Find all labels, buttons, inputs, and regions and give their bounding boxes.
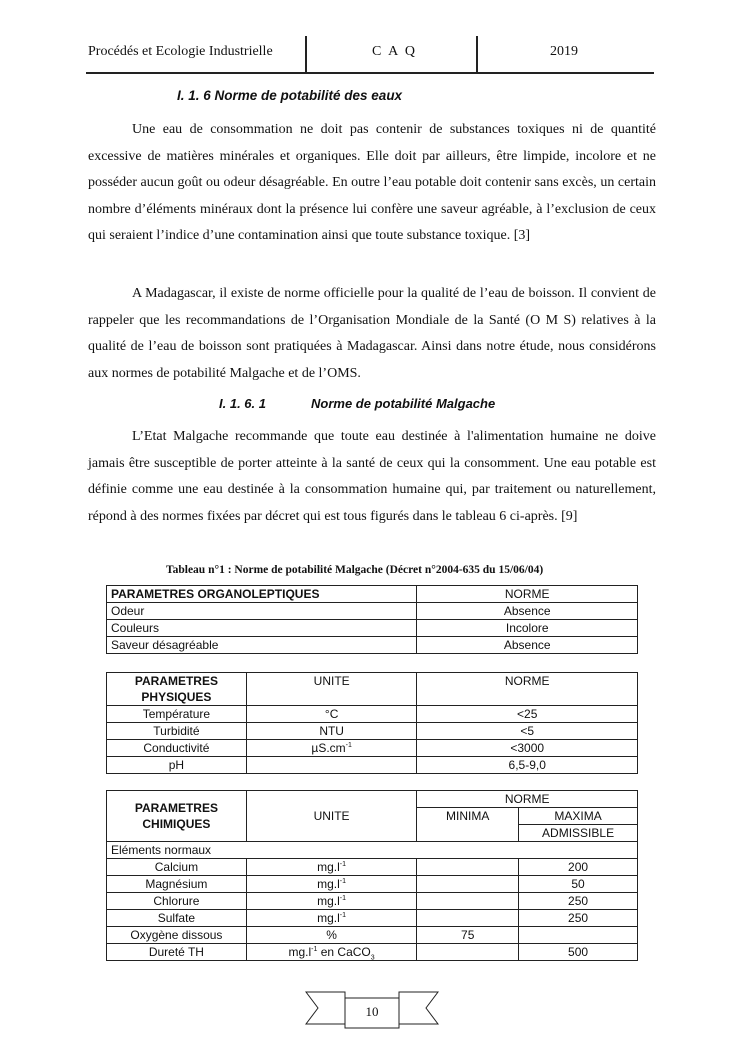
page-header	[86, 36, 654, 74]
table-cell: NTU	[246, 723, 417, 740]
table-cell	[246, 944, 417, 961]
table-header-cell: NORME	[417, 586, 638, 603]
table-group-row	[107, 842, 638, 859]
table-header-cell: NORME	[417, 673, 638, 706]
table-cell: Saveur désagréable	[107, 637, 417, 654]
table-row	[107, 944, 638, 961]
header-year: 2019	[550, 44, 578, 59]
table-cell: <25	[417, 706, 638, 723]
table-row	[107, 910, 638, 927]
table-cell: 6,5-9,0	[417, 757, 638, 774]
table-header-cell: UNITE	[246, 791, 417, 842]
table-cell: 50	[519, 876, 638, 893]
table-cell: 500	[519, 944, 638, 961]
table-cell: <5	[417, 723, 638, 740]
table-group-label: Eléments normaux	[107, 842, 638, 859]
table-row	[107, 723, 638, 740]
paragraph-text: Une eau de consommation ne doit pas contenir de substances toxiques ni de quantité excessive de matières minérales et organiques. Elle doit par ailleurs, être limpide, incolore et ne posséder aucun goût ou odeur désagréable. En outre l’eau potable doit contenir sans excès, un certain nombre d’éléments minéraux dont la présence lui confère une saveur agréable, à l’exclusion de ceux qui seraient l’indice d’une contamination ainsi que toute substance toxique. [3]	[88, 122, 656, 243]
table-cell: Oxygène dissous	[107, 927, 247, 944]
section-title: I. 1. 6 Norme de potabilité des eaux	[177, 88, 403, 103]
header-course-title: Procédés et Ecologie Industrielle	[88, 44, 273, 59]
table-cell: Conductivité	[107, 740, 247, 757]
param-header-label: PARAMETRES CHIMIQUES	[134, 801, 218, 831]
table-row	[107, 706, 638, 723]
header-divider	[476, 36, 478, 72]
page-number-ribbon	[305, 990, 439, 1030]
table-cell: 250	[519, 910, 638, 927]
table-cell: Odeur	[107, 603, 417, 620]
table-header-cell: PARAMETRES ORGANOLEPTIQUES	[107, 586, 417, 603]
header-divider	[305, 36, 307, 72]
unit-exponent: -1	[339, 861, 347, 868]
table-cell	[246, 910, 417, 927]
table-cell	[417, 893, 519, 910]
table-header-row	[107, 673, 638, 706]
table-header-cell: UNITE	[246, 673, 417, 706]
table-row	[107, 859, 638, 876]
subsection-number: I. 1. 6. 1	[219, 396, 266, 411]
table-row	[107, 757, 638, 774]
table-cell	[417, 876, 519, 893]
unit-suffix: en CaCO	[317, 945, 371, 959]
unit-text: mg.l	[288, 945, 312, 959]
table-header-row	[107, 791, 638, 808]
unit-text: mg.l	[317, 894, 340, 908]
table-caption: Tableau n°1 : Norme de potabilité Malgache (Décret n°2004-635 du 15/06/04)	[166, 564, 544, 576]
table-cell: Absence	[417, 603, 638, 620]
unit-text: mg.l	[317, 860, 340, 874]
table-row	[107, 927, 638, 944]
table-cell	[246, 740, 417, 757]
table-cell: Sulfate	[107, 910, 247, 927]
table-cell	[417, 944, 519, 961]
subsection-label: Norme de potabilité Malgache	[311, 396, 496, 411]
subsection-title	[219, 396, 495, 411]
table-header-cell: NORME	[417, 791, 638, 808]
table-header-cell: PARAMETRES PHYSIQUES	[107, 673, 247, 706]
unit-exponent: -1	[339, 912, 347, 919]
header-rule	[86, 72, 654, 74]
unit-exponent: -1	[339, 878, 347, 885]
table-header-row	[107, 586, 638, 603]
unit-text: mg.l	[317, 877, 340, 891]
unit-exponent: -1	[345, 742, 352, 749]
table-cell: %	[246, 927, 417, 944]
table-row	[107, 637, 638, 654]
paragraph-intro	[88, 117, 656, 250]
table-organoleptic	[106, 585, 638, 654]
unit-exponent: -1	[311, 946, 318, 953]
table-cell: 75	[417, 927, 519, 944]
table-physical	[106, 672, 638, 774]
table-cell	[246, 859, 417, 876]
table-row	[107, 876, 638, 893]
table-cell	[417, 859, 519, 876]
table-chemical	[106, 790, 638, 961]
table-header-cell: ADMISSIBLE	[519, 825, 638, 842]
table-cell: Turbidité	[107, 723, 247, 740]
table-row	[107, 740, 638, 757]
unit-text: µS.cm	[311, 741, 346, 755]
table-cell: pH	[107, 757, 247, 774]
table-cell: Calcium	[107, 859, 247, 876]
table-header-cell: MINIMA	[417, 808, 519, 842]
unit-subscript: 3	[370, 954, 375, 962]
table-cell: Couleurs	[107, 620, 417, 637]
table-cell: Température	[107, 706, 247, 723]
table-cell: <3000	[417, 740, 638, 757]
paragraph-text: A Madagascar, il existe de norme officielle pour la qualité de l’eau de boisson. Il convient de rappeler que les recommandations de l’Organisation Mondiale de la Santé (O M S) relatives à la qualité de l’eau de boisson sont pratiquées à Madagascar. Ainsi dans notre étude, nous considérons aux normes de potabilité Malgache et de l’OMS.	[88, 286, 656, 381]
table-cell: Magnésium	[107, 876, 247, 893]
paragraph-text: L’Etat Malgache recommande que toute eau destinée à l'alimentation humaine ne doive jamais être susceptible de porter atteinte à la santé de ceux qui la consomment. Une eau potable est définie comme une eau destinée à la consommation humaine qui, par traitement ou naturellement, répond à des normes fixées par décret qui est tous figurés dans le tableau 6 ci-après. [9]	[88, 429, 656, 524]
table-header-cell: MAXIMA	[519, 808, 638, 825]
table-cell: Absence	[417, 637, 638, 654]
table-row	[107, 603, 638, 620]
table-header-cell	[107, 791, 247, 842]
table-cell: Chlorure	[107, 893, 247, 910]
table-cell: 250	[519, 893, 638, 910]
table-cell: Dureté TH	[107, 944, 247, 961]
header-center-label: C A Q	[372, 44, 418, 59]
table-cell	[417, 910, 519, 927]
unit-exponent: -1	[339, 895, 347, 902]
table-cell: °C	[246, 706, 417, 723]
table-row	[107, 893, 638, 910]
table-cell	[246, 876, 417, 893]
table-row	[107, 620, 638, 637]
table-cell: 200	[519, 859, 638, 876]
table-cell	[246, 757, 417, 774]
table-cell: Incolore	[417, 620, 638, 637]
paragraph-madagascar	[88, 281, 656, 387]
unit-text: mg.l	[317, 911, 340, 925]
table-cell	[246, 893, 417, 910]
table-cell	[519, 927, 638, 944]
page-number: 10	[365, 1004, 379, 1019]
paragraph-etat	[88, 424, 656, 530]
